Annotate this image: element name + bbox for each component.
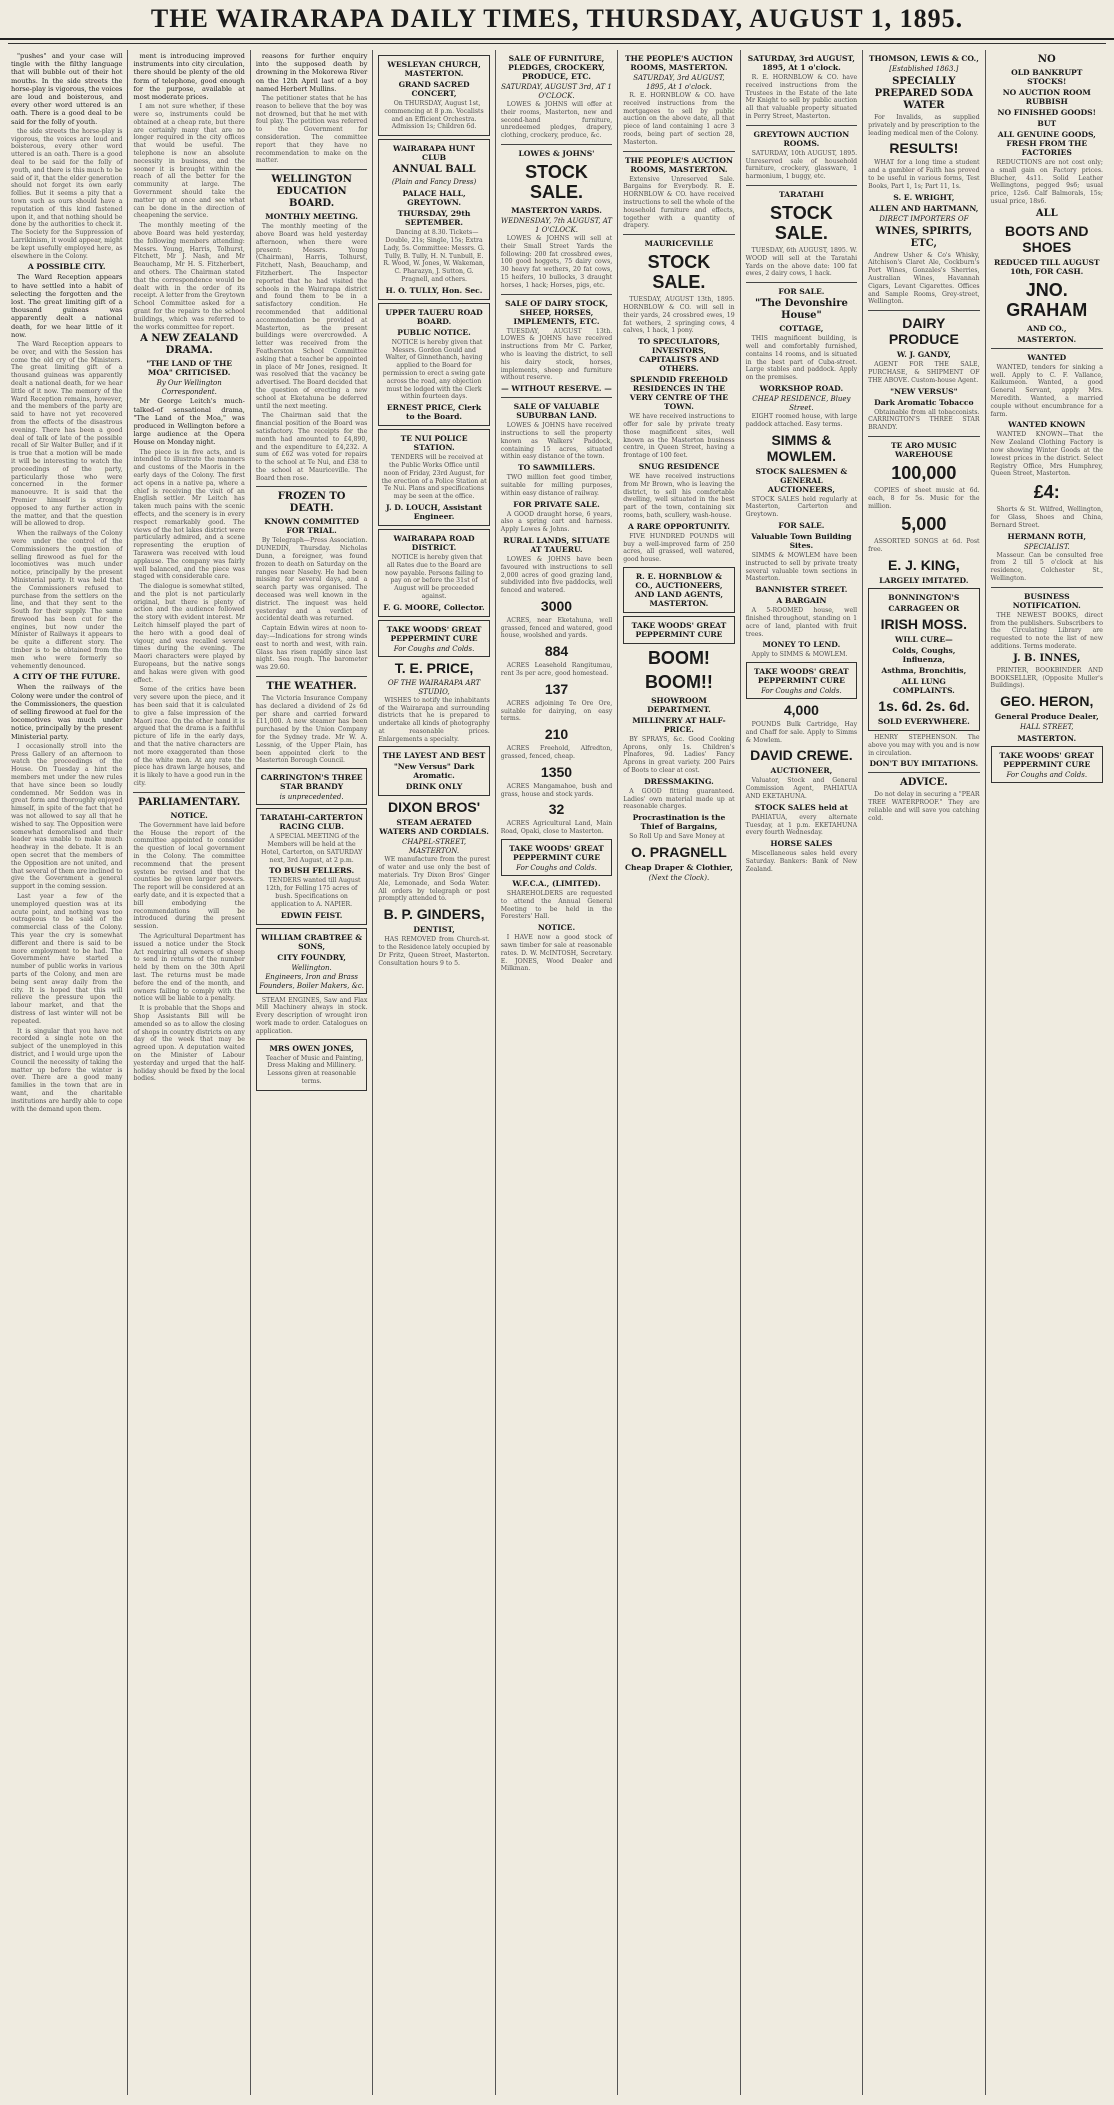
ad-subtitle: SPECIALIST.: [1023, 542, 1070, 551]
ad-subtitle: AND CO.,: [1026, 323, 1067, 333]
ad-date: WEDNESDAY, 7th AUGUST, AT 1 O'CLOCK.: [500, 216, 613, 234]
ad-subtitle: GRAND SACRED CONCERT,: [398, 80, 470, 98]
ad-title: TO SPECULATORS, INVESTORS, CAPITALISTS AND OTHERS.: [638, 337, 720, 374]
column-1: "pushes" and your case will tingle with the filthy language that will bubble out of their hot mouths. In the side streets the horse-play is vigorous, the voices are loud and boisterous, and every other word uttered is an oath. There is a good deal to be said for the folly of youth. the side streets the horse-play is vigorous, the voices are loud and boisterous, every other word uttered is an oath. There is a good deal to be said for the folly of youth, and there is this much to be said of it, that the elder generation should not forget its own early follies. But it seems a pity that a town such as ours should have a reputation of this kind fastened upon it, and that nothing should be done by the authorities to check it. The Society for the Suppression of Larrikinism, it would appear, might be kept usefully employed here, as elsewhere in the Colony. A POSSIBLE CITY. The Ward Reception appears to have settled into a habit of selecting the forgotten and the lost. The great limiting gift of a thousand guineas was apparently dealt a national death, for we hear little of it now. The Ward Reception appears to be over, and with the Session has come the old cry of the Ministers. The great limiting gift of a thousand guineas was apparently dealt a national death, for we hear little of it now. The memory of the Ward Reception remains, however, and the members of the party are said to have not yet recovered from the effects of the disastrous evening. There has been a good deal of talk of late of the possible recall of Sir Walter Buller, and if it is true that a motion will be made it will be interesting to watch the proceedings of the party, particularly those who were concerned in the former manoeuvre. It is said that the Premier himself is strongly opposed to any further action in the matter, and that the question will be allowed to drop. When the railways of the Colony were under the control of the Commissioners the question of selling firewood as fuel for the locomotives was much under notice, principally by the present Ministerial party. It was held that the Commissioners refused to purchase from the settlers on the line, and that they sent to the South for their supply. The same firewood has been cut for the engines, but now under the Minister of Railways it appears to be quite a different story. The timber is to be obtained from the men who were formerly so vehemently denounced. A CITY OF THE FUTURE. When the railways of the Colony were under the control of the Commissioners, the question of selling firewood at fuel for the locomotives was much under notice, principally by the present Ministerial party. I occasionally stroll into the Press Gallery of an afternoon to watch the proceedings of the House. On Tuesday a hint the members met under the new rules that have since been so loudly condemned. Mr Seddon was in great form and thoroughly enjoyed himself, in spite of the fact that he was not allowed to say all that he wished to say. The Opposition were somewhat demoralised and their leader was unable to make much headway in the debate. It is an open secret that the members of the Opposition are not united, and that several of them are inclined to give the Government a general support in the coming session. Last year a few of the unemployed question was at its acute point, and nothing was too outrageous to be said of the commercial class of the Colony. This year the cry is somewhat different and there is said to be more employment to be had. The Government have started a number of public works in various parts of the Colony, and men are being sent away daily from the city. It is hoped that this will relieve the pressure upon the labour market, and that the distress of last winter will not be repeated. It is singular that you have not recorded a single note on the subject of the unemployed in this district, and I would urge upon the Council the necessity of taking the matter up before the winter is over. There are a good many families in the town that are in want, and the charitable institutions are hardly able to cope with the demand upon them.: [6, 50, 128, 2095]
ad-place: PALACE HALL, GREYTOWN.: [402, 189, 466, 208]
ad-title: FOR SALE.: [778, 520, 825, 530]
ad-title: DIXON BROS': [388, 799, 481, 816]
ad-hornblow-agents: [623, 567, 734, 613]
ad-big: 137: [544, 680, 569, 697]
ad-title: WAIRARAPA ROAD DISTRICT.: [393, 533, 475, 552]
article-heading: A NEW ZEALAND DRAMA.: [140, 333, 239, 357]
ad-title: WANTED: [1027, 352, 1067, 362]
ad-title: "NEW VERSUS": [890, 386, 958, 396]
ad-masterton-racing: TARATAHI-CARTERTON RACING CLUB. A SPECIAL MEETING of the Members will be held at the Hotel, Carterton, on SATURDAY next, 3rd August, at 2 p.m. TO BUSH FELLERS. TENDERS wanted till August 12th, for Felling 175 acres of bush. Specifications on application to A. NAPIER. EDWIN FEIST.: [256, 808, 367, 924]
ad-subtitle: SHOWROOM DEPARTMENT.: [647, 695, 711, 714]
ad-date: THURSDAY, 29th SEPTEMBER.: [397, 209, 471, 228]
ad-woods-peppermint: TAKE WOODS' GREAT PEPPERMINT CURE For Coughs and Colds.: [746, 662, 857, 699]
ad-title: BONNINGTON'S: [888, 592, 960, 602]
ad-title: HERMANN ROTH,: [1007, 531, 1087, 541]
column-8: THOMSON, LEWIS & CO., [Established 1863.] SPECIALLY PREPARED SODA WATER For Invalids, as supplied privately and by prescription to the leading medical men of the Colony. RESULTS! WHAT for a long time a student and a gambler of Faith has proved to be useful in various forms, Test Books, Part 1, 1s; Part 11, 1s. S. E. WRIGHT, ALLEN AND HARTMANN, DIRECT IMPORTERS OF WINES, SPIRITS, ETC, Andrew Usher & Co's Whisky, Aitchison's Claret Ale, Cockburn's Port Wines, Gonzales's Sherries, Australian Wines, Havannah Cigars, Levant Cigarettes. Offices and Sample Rooms, Grey-street, Wellington. DAIRY PRODUCE W. J. GANDY, AGENT FOR THE SALE, PURCHASE, & SHIPMENT OF THE ABOVE. Custom-house Agent. "NEW VERSUS" Dark Aromatic Tobacco Obtainable from all tobacconists. CARRINGTON'S THREE STAR BRANDY. TE ARO MUSIC WAREHOUSE 100,000 COPIES of sheet music at 6d. each, 8 for 5s. Music for the million. 5,000 ASSORTED SONGS at 6d. Post free. E. J. KING, LARGELY IMITATED. BONNINGTON'S CARRAGEEN OR IRISH MOSS. WILL CURE— Colds, Coughs, Influenza, Asthma, Bronchitis, ALL LUNG COMPLAINTS. 1s. 6d. 2s. 6d. SOLD EVERYWHERE. HENRY STEPHENSON. The above you may with you and is now in circulation. DON'T BUY IMITATIONS. ADVICE. Do not delay in securing a "PEAR TREE WATERPROOF." They are reliable and will save you catching cold.: [863, 50, 985, 2095]
article-heading: THE WEATHER.: [266, 681, 357, 693]
ad-title: TAKE WOODS' GREAT PEPPERMINT CURE: [386, 624, 482, 643]
article-heading: WELLINGTON EDUCATION BOARD.: [271, 174, 352, 210]
ad-title: SALE OF VALUABLE SUBURBAN LAND.: [513, 402, 600, 421]
ad-subtitle: REDUCED TILL AUGUST 10th, FOR CASH.: [993, 257, 1100, 276]
article-heading: A POSSIBLE CITY.: [27, 262, 106, 272]
ad-title: DAIRY PRODUCE: [888, 315, 959, 348]
article-subheading: "THE LAND OF THE MOA" CRITICISED.: [146, 359, 233, 378]
ad-subtitle: AUCTIONEER,: [770, 766, 833, 776]
article-paragraph: "pushes" and your case will tingle with the filthy language that will bubble out of their hot mouths. In the side streets the horse-play is vigorous, the voices are loud and boisterous, and every other word uttered is an oath. There is a good deal to be said for the folly of youth.: [11, 52, 123, 126]
ad-title: LOWES & JOHNS': [518, 148, 595, 158]
ad-title: E. J. KING,: [888, 556, 960, 573]
column-7: SATURDAY, 3rd AUGUST, 1895, At 1 o'clock. R. E. HORNBLOW & CO. have received instructions from the Trustees in the Estate of the late Mr Knight to sell by public auction all that valuable property situated in Perry Street, Masterton. GREYTOWN AUCTION ROOMS. SATURDAY, 10th AUGUST, 1895. Unreserved sale of household furniture, crockery, glassware, 1 harmonium, 1 buggy, etc. TARATAHI STOCK SALE. TUESDAY, 6th AUGUST, 1895. W. WOOD will sell at the Taratahi Yards on the above date: 100 fat ewes, 2 dairy cows, 1 hack. FOR SALE. "The Devonshire House" COTTAGE, THIS magnificent building, is well and comfortably furnished, contains 14 rooms, and is situated in the best part of Cuba-street. Large stables and paddock. Apply on the premises. WORKSHOP ROAD. CHEAP RESIDENCE, Bluey Street. EIGHT roomed house, with large paddock attached. Easy terms. SIMMS & MOWLEM. STOCK SALESMEN & GENERAL AUCTIONEERS, STOCK SALES held regularly at Masterton, Carterton and Greytown. FOR SALE. Valuable Town Building Sites. SIMMS & MOWLEM have been instructed to sell by private treaty several valuable town sections in Masterton. BANNISTER STREET. A BARGAIN A 5-ROOMED house, well finished throughout, standing on 1 acre of land, planted with fruit trees. MONEY TO LEND. Apply to SIMMS & MOWLEM. TAKE WOODS' GREAT PEPPERMINT CURE For Coughs and Colds. 4,000 POUNDS Bulk Cartridge, Hay and Chaff for sale. Apply to Simms & Mowlem. DAVID CREWE. AUCTIONEER, Valuator, Stock and General Commission Agent, PAHIATUA AND EKETAHUNA. STOCK SALES held at PAHIATUA, every alternate Tuesday, at 1 p.m. EKETAHUNA every fourth Wednesday. HORSE SALES Miscellaneous sales held every Saturday. Bankers: Bank of New Zealand.: [741, 50, 863, 2095]
ad-title: SNUG RESIDENCE: [638, 461, 720, 471]
ad-woods-peppermint: [378, 620, 489, 657]
ad-title: RESULTS!: [889, 140, 959, 157]
ad-subtitle: "The Devonshire House": [754, 298, 848, 322]
newspaper-columns: [6, 50, 1108, 2095]
ad-place: MASTERTON.: [1017, 334, 1077, 344]
ad-big: BOOM!: [647, 647, 710, 668]
ad-title: SALE OF FURNITURE, PLEDGES, CROCKERY, PRODUCE, ETC.: [508, 54, 605, 81]
ad-title: BANNISTER STREET.: [755, 585, 848, 595]
ad-big: 3000: [540, 597, 573, 614]
ad-title: SPLENDID FREEHOLD RESIDENCES IN THE VERY CENTRE OF THE TOWN.: [629, 375, 729, 412]
ad-title: O. PRAGNELL: [631, 844, 727, 861]
ad-date: SATURDAY, 3rd AUGUST, 1895, At 1 o'clock.: [747, 54, 855, 72]
article-paragraph: The Ward Reception appears to have settled into a habit of selecting the forgotten and the lost. The great limiting gift of a thousand guineas was apparently dealt a national death, for we hear little of it now.: [11, 273, 123, 339]
ad-subtitle: For Coughs and Colds.: [393, 644, 475, 653]
ad-subtitle: [Established 1863.]: [889, 65, 959, 73]
ad-line: ALL GENUINE GOODS, FRESH FROM THE FACTORIES: [997, 130, 1096, 157]
ad-subtitle: CARRAGEEN OR: [888, 603, 960, 613]
ad-title: SALE OF DAIRY STOCK, SHEEP, HORSES, IMPLEMENTS, ETC.: [504, 298, 608, 326]
ad-big: £4:: [1033, 482, 1060, 503]
ad-date: SATURDAY, AUGUST 3rd, AT 1 O'CLOCK.: [501, 83, 612, 100]
ad-big: SPECIALLY PREPARED SODA WATER: [874, 76, 974, 111]
masthead: [0, 0, 1114, 40]
article-paragraph: ment is introducing improved instruments into city circulation, there should be plenty of the old form of telephone, good enough for the purpose, available at most moderate prices.: [133, 52, 245, 102]
ad-subtitle: LARGELY IMITATED.: [879, 575, 969, 585]
column-3: reasons for further enquiry into the supposed death by drowning in the Mokorewa River on the 12th April last of a boy named Herbert Mullins. The petitioner states that he has reason to believe that the boy was not drowned, but that he met with foul play. The petition was referred to the Government for consideration. The committee report that they have no recommendation to make on the matter. WELLINGTON EDUCATION BOARD. MONTHLY MEETING. The monthly meeting of the above Board was held yesterday afternoon, when there were present: Messrs. Young (Chairman), Harris, Tolhurst, Fitchett, Nash, Beauchamp, and Fitzherbert. The Inspector reported that he had visited the schools in the Wairarapa district and found them to be in a satisfactory condition. He recommended that additional accommodation be provided at Masterton, as the present buildings were overcrowded. A letter was received from the Featherston School Committee asking that a teacher be appointed in place of Mr Jones, resigned. It was resolved that the vacancy be advertised. The Board decided that the question of erecting a new school at Eketahuna be deferred until the next meeting. The Chairman said that the financial position of the Board was satisfactory. The receipts for the month had amounted to £4,890, and the expenditure to £4,232. A sum of £62 was voted for repairs to the school at Te Nui, and £38 to the school at Mauriceville. The Board then rose. FROZEN TO DEATH. KNOWN COMMITTED FOR TRIAL. By Telegraph—Press Association. DUNEDIN, Thursday. Nicholas Dunn, a foreigner, was found frozen to death on Saturday on the ranges near Naseby. He had been missing for several days, and a search party was organised. The deceased was well known in the district. The inquest was held yesterday and a verdict of accidental death was returned. Captain Edwin wires at noon to-day:—Indications for strong winds east to north and west, with rain. Glass has risen rapidly since last night. Sea rough. The barometer was 29.60. THE WEATHER. The Victoria Insurance Company has declared a dividend of 2s 6d per share and carried forward £11,000. A new steamer has been purchased by the Union Company for the Sydney trade. Mr W. A. Lessnig, of the Upper Plain, has been appointed clerk to the Masterton Borough Council. CARRINGTON'S THREE STAR BRANDY is unprecedented. TARATAHI-CARTERTON RACING CLUB. A SPECIAL MEETING of the Members will be held at the Hotel, Carterton, on SATURDAY next, 3rd August, at 2 p.m. TO BUSH FELLERS. TENDERS wanted till August 12th, for Felling 175 acres of bush. Specifications on application to A. NAPIER. EDWIN FEIST. WILLIAM CRABTREE & SONS, CITY FOUNDRY, Wellington. Engineers, Iron and Brass Founders, Boiler Makers, &c. STEAM ENGINES, Saw and Flax Mill Machinery always in stock. Every description of wrought iron work made to order. Catalogues on application. MRS OWEN JONES, Teacher of Music and Painting, Dress Making and Millinery. Lessons given at reasonable terms.: [251, 50, 373, 2095]
ad-title: TAKE WOODS' GREAT PEPPERMINT CURE: [999, 751, 1095, 770]
ad-subtitle: STEAM AERATED WATERS AND CORDIALS.: [379, 818, 489, 837]
column-6: THE PEOPLE'S AUCTION ROOMS, MASTERTON. SATURDAY, 3rd AUGUST, 1895, At 1 o'clock. R. E. HORNBLOW & CO. have received instructions from the mortgagees to sell by public auction on the above date, all that piece of land containing 1 acre 3 roods, being part of section 28, Masterton. THE PEOPLE'S AUCTION ROOMS, MASTERTON. Extensive Unreserved Sale. Bargains for Everybody. R. E. HORNBLOW & CO. have received instructions to sell the whole of the household furniture and effects, together with a quantity of drapery. MAURICEVILLE STOCK SALE. TUESDAY, AUGUST 13th, 1895. HORNBLOW & CO. will sell in their yards, 24 crossbred ewes, 19 fat wethers, 2 springing cows, 4 calves, 1 hack, 1 pony. TO SPECULATORS, INVESTORS, CAPITALISTS AND OTHERS. SPLENDID FREEHOLD RESIDENCES IN THE VERY CENTRE OF THE TOWN. WE have received instructions to offer for sale by private treaty those magnificent sites, well known as the Masterton business centre, in Queen Street, having a frontage of 100 feet. SNUG RESIDENCE WE have received instructions from Mr Brown, who is leaving the district, to sell his comfortable dwelling, well situated in the best part of the town, containing six rooms, bath, scullery, wash-house. A RARE OPPORTUNITY. FIVE HUNDRED POUNDS will buy a well-improved farm of 250 acres, all grassed, well watered, good house. R. E. HORNBLOW & CO., AUCTIONEERS, AND LAND AGENTS, MASTERTON. TAKE WOODS' GREAT PEPPERMINT CURE BOOM! BOOM!! SHOWROOM DEPARTMENT. MILLINERY AT HALF-PRICE. BY SPRAYS, &c. Good Cooking Aprons, only 1s. Children's Pinafores, 9d. Ladies' Fancy Aprons in great variety. 200 Pairs of Boots to clear at cost. DRESSMAKING. A GOOD fitting guaranteed. Ladies' own material made up at reasonable charges. Procrastination is the Thief of Bargains, So Roll Up and Save Money at O. PRAGNELL Cheap Draper & Clothier, (Next the Clock).: [618, 50, 740, 2095]
ad-price: 1s. 6d. 2s. 6d.: [878, 697, 970, 714]
ad-subtitle: W. J. GANDY,: [896, 350, 951, 360]
ad-tauru-road-board: UPPER TAUERU ROAD BOARD. PUBLIC NOTICE. NOTICE is hereby given that Messrs. Gordon Gould and Walter, of Ginnethanch, having applied to the Board for permission to erect a swing gate across the road, any objection must be lodged with the Clerk within fourteen days. ERNEST PRICE, Clerk to the Board.: [378, 303, 489, 426]
article-paragraph: When the railways of the Colony were under the control of the Commissioners, the question of selling firewood at fuel for the locomotives was much under notice, principally by the present Ministerial party.: [11, 683, 123, 741]
ad-line: NO AUCTION ROOM RUBBISH: [1002, 88, 1091, 106]
ad-cricket-assoc: CARRINGTON'S THREE STAR BRANDY is unprecedented.: [256, 768, 367, 805]
ad-title: WESLEYAN CHURCH, MASTERTON.: [387, 60, 481, 78]
ad-big: IRISH MOSS.: [880, 615, 967, 632]
column-2: ment is introducing improved instruments into city circulation, there should be plenty of the old form of telephone, good enough for the purpose, available at most moderate prices. I am not sure whether, if these were so, instruments could be obtained at a cheap rate, but there are certainly many that are no longer required in the city offices that would be useful. The telephone is now an absolute necessity in business, and the sooner it is brought within the reach of all the better for the community at large. The Government should take the matter up at once and see what can be done in the direction of cheapening the service. The monthly meeting of the above Board was held yesterday, the following members attending: Messrs. Young, Harris, Tolhurst, Fitchett, Mr J. Nash, and Mr Beauchamp, Mr H. S. Fitzherbert, and others. The Chairman stated that the correspondence would be dealt with in the order of its receipt. A letter from the Greytown School Committee asked for a grant for the repairs to the school buildings, which was referred to the works committee for report. A NEW ZEALAND DRAMA. "THE LAND OF THE MOA" CRITICISED. By Our Wellington Correspondent. Mr George Leitch's much-talked-of sensational drama, "The Land of the Moa," was produced in Wellington before a large audience at the Opera House on Monday night. The piece is in five acts, and is intended to illustrate the manners and customs of the Maoris in the early days of the Colony. The first act opens in a native pa, where a chief is receiving the visit of an English settler. Mr Leitch has taken much pains with the scenic effects, and the scenery is in every respect remarkably good. The views of the hot lakes district were particularly admired, and a scene representing the eruption of Tarawera was received with loud applause. The company was fairly well balanced, and the piece was staged with considerable care. The dialogue is somewhat stilted, and the plot is not particularly original, but there is plenty of action and the audience followed the story with evident interest. Mr Leitch himself played the part of the hero with a good deal of vigour, and was recalled several times during the evening. The Maori characters were played by Europeans, but the native songs and hakas were given with good effect. Some of the critics have been very severe upon the piece, and it has been said that it is calculated to give a false impression of the Maori race. On the other hand it is argued that the drama is a faithful picture of life in the early days, and that the native characters are not more exaggerated than those of the white men. At any rate the piece has drawn large houses, and it is likely to have a good run in the city. PARLIAMENTARY. NOTICE. The Government have laid before the House the report of the committee appointed to consider the question of local government in the Colony. The committee recommend that the present system be revised and that the counties be given larger powers. The report will be considered at an early date, and it is expected that a bill embodying the recommendations will be introduced during the present session. The Agricultural Department has issued a notice under the Stock Act requiring all owners of sheep to send in returns of the number held by them on the 30th April last. The returns must be made before the end of the month, and owners failing to comply with the notice will be liable to a penalty. It is probable that the Shops and Shop Assistants Bill will be amended so as to allow the closing of shops in country districts on any day of the week that may be agreed upon. A deputation waited on the Minister of Labour yesterday and urged that the half-holiday should be fixed by the local bodies.: [128, 50, 250, 2095]
ad-title: THE PEOPLE'S AUCTION ROOMS, MASTERTON.: [624, 54, 733, 72]
ad-title: TE ARO MUSIC WAREHOUSE: [891, 440, 957, 459]
ad-title: FOR PRIVATE SALE.: [513, 499, 600, 509]
ad-subtitle: For Coughs and Colds.: [1006, 771, 1088, 780]
ad-subtitle: Cheap Draper & Clothier,: [624, 863, 733, 873]
ad-title: J. B. INNES,: [1013, 652, 1081, 664]
ad-subtitle: PUBLIC NOTICE.: [397, 327, 471, 337]
article-heading: A CITY OF THE FUTURE.: [13, 672, 121, 682]
ad-title: TE NUI POLICE STATION.: [400, 434, 468, 453]
ad-line: ALL LUNG COMPLAINTS.: [892, 676, 955, 695]
ad-big: 32: [548, 801, 565, 818]
ad-line: Engineers, Iron and Brass Founders, Boiler Makers, &c.: [259, 972, 364, 990]
ad-subtitle: MASTERTON YARDS.: [511, 205, 602, 215]
ad-big: 5,000: [901, 514, 947, 535]
ad-title: MONEY TO LEND.: [762, 640, 841, 650]
ad-subtitle: "New Versus" Dark Aromatic.: [393, 762, 475, 781]
ad-big: BOOM!!: [644, 671, 713, 692]
ad-title: THE PEOPLE'S AUCTION ROOMS, MASTERTON.: [624, 155, 733, 174]
ad-big: STOCK SALE.: [770, 202, 833, 243]
ad-place: Wellington.: [291, 963, 332, 972]
ad-title: TARATAHI: [778, 189, 824, 199]
ad-title: Procrastination is the Thief of Bargains,: [632, 813, 726, 832]
ad-hunt-club-ball: WAIRARAPA HUNT CLUB ANNUAL BALL (Plain and Fancy Dress) PALACE HALL, GREYTOWN. THURSDAY, 29th SEPTEMBER. Dancing at 8.30. Tickets—Double, 21s; Single, 15s; Extra Lady, 5s. Committee: Messrs. G. Tully, B. Tully, H. N. Tunbull, E. R. Wood, W. Jones, W. Wakeman, C. Pharazyn, J. Sutton, G. Pragnell, and others. H. O. TULLY, Hon. Sec.: [378, 139, 489, 300]
ad-note: (Plain and Fancy Dress): [391, 178, 477, 187]
article-paragraph: Mr George Leitch's much-talked-of sensational drama, "The Land of the Moa," was produced in Wellington before a large audience at the Opera House on Monday night.: [133, 397, 245, 447]
ad-sold: SOLD EVERYWHERE.: [877, 716, 970, 726]
ad-line: BUT: [1037, 119, 1057, 128]
newspaper-title: THE WAIRARAPA DAILY TIMES, THURSDAY, AUGUST 1, 1895.: [150, 4, 964, 33]
ad-new-versus: [378, 746, 489, 796]
ad-big: BOOTS AND SHOES: [1005, 222, 1089, 255]
ad-big: STOCK SALE.: [525, 161, 588, 202]
ad-title: FOR SALE.: [778, 287, 825, 297]
article-heading: FROZEN TO DEATH.: [277, 491, 346, 515]
ad-big: 1350: [540, 763, 573, 780]
ad-big: 210: [544, 726, 569, 743]
column-4: WESLEYAN CHURCH, MASTERTON. GRAND SACRED CONCERT, On THURSDAY, August 1st, commencing at 8 p.m. Vocalists and an Efficient Orchestra. Admission 1s; Children 6d. WAIRARAPA HUNT CLUB ANNUAL BALL (Plain and Fancy Dress) PALACE HALL, GREYTOWN. THURSDAY, 29th SEPTEMBER. Dancing at 8.30. Tickets—Double, 21s; Single, 15s; Extra Lady, 5s. Committee: Messrs. G. Tully, B. Tully, H. N. Tunbull, E. R. Wood, W. Jones, W. Wakeman, C. Pharazyn, J. Sutton, G. Pragnell, and others. H. O. TULLY, Hon. Sec. UPPER TAUERU ROAD BOARD. PUBLIC NOTICE. NOTICE is hereby given that Messrs. Gordon Gould and Walter, of Ginnethanch, having applied to the Board for permission to erect a swing gate across the road, any objection must be lodged with the Clerk within fourteen days. ERNEST PRICE, Clerk to the Board. TE NUI POLICE STATION. TENDERS will be received at the Public Works Office until noon of Friday, 23rd August, for the erection of a Police Station at Te Nui. Plans and specifications may be seen at the office. J. D. LOUCH, Assistant Engineer. WAIRARAPA ROAD DISTRICT. NOTICE is hereby given that all Rates due to the Board are now payable. Persons failing to pay on or before the 31st of August will be proceeded against. F. G. MOORE, Collector. TAKE WOODS' GREAT PEPPERMINT CURE For Coughs and Colds. T. E. PRICE, OF THE WAIRARAPA ART STUDIO, WISHES to notify the inhabitants of the Wairarapa and surrounding districts that he is prepared to undertake all kinds of photography at reasonable prices. Enlargements a specialty. THE LAYEST AND BEST "New Versus" Dark Aromatic. DRINK ONLY DIXON BROS' STEAM AERATED WATERS AND CORDIALS. CHAPEL-STREET, MASTERTON. WE manufacture from the purest of water and use only the best of materials. Try Dixon Bros' Ginger Ale, Lemonade, and Soda Water. All orders by telegraph or post promptly attended to. B. P. GINDERS, DENTIST, HAS REMOVED from Church-st. to the Residence lately occupied by Dr Fritz, Queen Street, Masterton. Consultation hours 9 to 5.: [373, 50, 495, 2095]
ad-title: DAVID CREWE.: [750, 747, 853, 764]
ad-title: BUSINESS NOTIFICATION.: [1012, 591, 1081, 610]
ad-title: NOTICE.: [537, 923, 576, 933]
ad-line: NO FINISHED GOODS!: [997, 108, 1096, 117]
article-heading: PARLIAMENTARY.: [138, 796, 241, 808]
ad-mrs-owen-jones: MRS OWEN JONES, Teacher of Music and Painting, Dress Making and Millinery. Lessons given at reasonable terms.: [256, 1039, 367, 1091]
ad-wesleyan-concert: WESLEYAN CHURCH, MASTERTON. GRAND SACRED CONCERT, On THURSDAY, August 1st, commencing at 8 p.m. Vocalists and an Efficient Orchestra. Admission 1s; Children 6d.: [378, 55, 489, 136]
ad-line: Colds, Coughs, Influenza,: [892, 645, 956, 664]
ad-subtitle: DENTIST,: [413, 925, 455, 935]
ad-subtitle: Valuable Town Building Sites.: [751, 531, 852, 550]
ad-title: GEO. HERON,: [1000, 693, 1094, 710]
ad-title: JNO. GRAHAM: [1006, 279, 1088, 320]
ad-title: A RARE OPPORTUNITY.: [628, 521, 730, 531]
ad-subtitle: ANNUAL BALL: [392, 164, 476, 176]
ad-title: THOMSON, LEWIS & CO.,: [868, 54, 979, 63]
ad-subtitle: A BARGAIN: [776, 596, 827, 606]
ad-te-nui-police: TE NUI POLICE STATION. TENDERS will be received at the Public Works Office until noon of Friday, 23rd August, for the erection of a Police Station at Te Nui. Plans and specifications may be seen at the office. J. D. LOUCH, Assistant Engineer.: [378, 429, 489, 526]
ad-title: DON'T BUY IMITATIONS.: [869, 759, 979, 769]
ad-title: RURAL LANDS, SITUATE AT TAUERU.: [503, 535, 610, 554]
article-subheading: MONTHLY MEETING.: [265, 212, 358, 222]
article-byline: By Our Wellington Correspondent.: [156, 379, 222, 397]
ad-place: MASTERTON.: [1017, 734, 1077, 744]
ad-woods-peppermint: [991, 746, 1103, 783]
ad-line: OLD BANKRUPT STOCKS!: [1011, 68, 1083, 86]
ad-subtitle: General Produce Dealer,: [994, 712, 1099, 722]
ad-title: THE LAYEST AND BEST: [382, 751, 486, 761]
ad-subtitle: DIRECT IMPORTERS OF: [879, 214, 969, 223]
ad-line: Asthma, Bronchitis,: [881, 665, 967, 675]
column-5: SALE OF FURNITURE, PLEDGES, CROCKERY, PRODUCE, ETC. SATURDAY, AUGUST 3rd, AT 1 O'CLOCK. LOWES & JOHNS will offer at their rooms, Masterton, new and second-hand furniture, unredeemed pledges, drapery, clothing, crockery, produce, &c. LOWES & JOHNS' STOCK SALE. MASTERTON YARDS. WEDNESDAY, 7th AUGUST, AT 1 O'CLOCK. LOWES & JOHNS will sell at their Small Street Yards the following: 200 fat crossbred ewes, 100 good hoggets, 75 dairy cows, 30 heavy fat wethers, 20 fat cows, 15 heifers, 10 bullocks, 3 draught horses, 1 hack; Horses, pigs, etc. SALE OF DAIRY STOCK, SHEEP, HORSES, IMPLEMENTS, ETC. TUESDAY, AUGUST 13th. LOWES & JOHNS have received instructions from Mr C. Parker, who is leaving the district, to sell his dairy stock, horses, implements, sheep and furniture without reserve. — WITHOUT RESERVE. — SALE OF VALUABLE SUBURBAN LAND. LOWES & JOHNS have received instructions to sell the property known as Walkers' Paddock, containing 15 acres, situated within easy distance of the town. TO SAWMILLERS. TWO million feet good timber, suitable for milling purposes, within easy distance of railway. FOR PRIVATE SALE. A GOOD draught horse, 6 years, also a spring cart and harness. Apply Lowes & Johns. RURAL LANDS, SITUATE AT TAUERU. LOWES & JOHNS have been favoured with instructions to sell 2,000 acres of good grazing land, subdivided into five paddocks, well fenced and watered. 3000 ACRES, near Eketahuna, well grassed, fenced and watered, good house, woolshed and yards. 884 ACRES Leasehold Rangitumau, rent 3s per acre, good homestead. 137 ACRES adjoining Te Ore Ore, suitable for dairying, on easy terms. 210 ACRES Freehold, Alfredton, grassed, fenced, cheap. 1350 ACRES Mangamahoe, bush and grass, house and stock yards. 32 ACRES Agricultural Land, Main Road, Opaki, close to Masterton. TAKE WOODS' GREAT PEPPERMINT CURE For Coughs and Colds. W.F.C.A., (LIMITED). SHAREHOLDERS are requested to attend the Annual General Meeting to be held in the Foresters' Hall. NOTICE. I HAVE now a good stock of sawn timber for sale at reasonable rates. D. W. McINTOSH, Secretary. E. JONES, Wood Dealer and Milkman.: [496, 50, 618, 2095]
ad-title: WANTED KNOWN: [1008, 420, 1086, 430]
ad-big: WINES, SPIRITS, ETC,: [875, 225, 973, 249]
masthead-rule: [8, 43, 1106, 44]
ad-title: GREYTOWN AUCTION ROOMS.: [753, 129, 850, 148]
ad-tail: DRINK ONLY: [405, 782, 463, 792]
ad-title: NO: [1037, 54, 1056, 65]
article-subheading: KNOWN COMMITTED FOR TRIAL.: [264, 517, 359, 536]
ad-big: 100,000: [891, 462, 957, 483]
article-subheading: NOTICE.: [170, 810, 208, 820]
ad-title: R. E. HORNBLOW & CO., AUCTIONEERS, AND LAND AGENTS, MASTERTON.: [634, 571, 723, 608]
ad-irish-moss: [868, 588, 979, 731]
article-paragraph: reasons for further enquiry into the supposed death by drowning in the Mokorewa River on the 12th April last of a boy named Herbert Mullins.: [255, 52, 368, 93]
ad-woods-peppermint: [623, 616, 734, 644]
ad-title: WORKSHOP ROAD.: [759, 383, 844, 393]
ad-subtitle: CITY FOUNDRY,: [277, 952, 346, 962]
ad-title: UPPER TAUERU ROAD BOARD.: [385, 307, 483, 326]
ad-big: 884: [544, 643, 569, 660]
ad-title: W.F.C.A., (LIMITED).: [512, 879, 601, 889]
ad-title: MAURICEVILLE: [644, 239, 714, 249]
ad-title: ADVICE.: [899, 777, 948, 789]
ad-title: B. P. GINDERS,: [383, 906, 485, 923]
ad-title: ALL: [1035, 207, 1058, 219]
ad-title: STOCK SALES held at: [754, 802, 849, 812]
ad-title: SIMMS & MOWLEM.: [766, 431, 836, 464]
ad-title: ALLEN AND HARTMANN,: [869, 203, 979, 213]
ad-subtitle: Dark Aromatic Tobacco: [874, 397, 974, 407]
ad-crabtree: [256, 928, 367, 994]
ad-title: WAIRARAPA HUNT CLUB: [393, 144, 476, 163]
ad-subtitle: COTTAGE,: [779, 324, 824, 334]
ad-subtitle: MILLINERY AT HALF-PRICE.: [632, 715, 726, 734]
ad-title: TO SAWMILLERS.: [517, 463, 595, 473]
ad-big: 4,000: [783, 702, 819, 719]
ad-title: HORSE SALES: [770, 839, 833, 849]
ad-road-district: WAIRARAPA ROAD DISTRICT. NOTICE is hereby given that all Rates due to the Board are now payable. Persons failing to pay on or before the 31st of August will be proceeded against. F. G. MOORE, Collector.: [378, 529, 489, 617]
ad-title: DRESSMAKING.: [644, 776, 714, 786]
ad-big: STOCK SALE.: [647, 252, 711, 293]
ad-subtitle: CHEAP RESIDENCE, Bluey Street.: [752, 394, 851, 412]
ad-date: SATURDAY, 3rd AUGUST, 1895, At 1 o'clock.: [633, 74, 725, 91]
ad-line: WILL CURE—: [894, 634, 953, 644]
ad-title: TAKE WOODS' GREAT PEPPERMINT CURE: [631, 620, 727, 639]
ad-subtitle: STOCK SALESMEN & GENERAL AUCTIONEERS,: [755, 466, 848, 494]
column-9: NO OLD BANKRUPT STOCKS! NO AUCTION ROOM RUBBISH NO FINISHED GOODS! BUT ALL GENUINE GOODS, FRESH FROM THE FACTORIES REDUCTIONS are not cost only; a small gain on Factory prices. Blucher, 4s11. Solid Leather Wellingtons, pegged 9s6; usual price, 12s6. Calf Balmorals, 15s; usual price, 18s6. ALL BOOTS AND SHOES REDUCED TILL AUGUST 10th, FOR CASH. JNO. GRAHAM AND CO., MASTERTON. WANTED WANTED, tenders for sinking a well. Apply to C. F. Vallance, Kaikumeon. Wanted, a good General Servant, apply Mrs. Meredith. Wanted, a married couple without encumbrance for a farm. WANTED KNOWN WANTED KNOWN—That the New Zealand Clothing Factory is now showing Winter Goods at the lowest prices in the district. Select Registry Office, Mrs Humphrey, Queen Street, Masterton. £4: Shorts & St. Wilfred, Wellington, for Glass, Shoes and China, Bernard Street. HERMANN ROTH, SPECIALIST. Masseur. Can be consulted free from 2 till 5 o'clock at his residence, Colchester St., Wellington. BUSINESS NOTIFICATION. THE NEWEST BOOKS, direct from the publishers. Subscribers to the Circulating Library are requested to note the list of new additions. Terms moderate. J. B. INNES, PRINTER, BOOKBINDER AND BOOKSELLER, (Opposite Muller's Buildings). GEO. HERON, General Produce Dealer, HALL STREET, MASTERTON. TAKE WOODS' GREAT PEPPERMINT CURE For Coughs and Colds.: [986, 50, 1108, 2095]
ad-woods-peppermint: TAKE WOODS' GREAT PEPPERMINT CURE For Coughs and Colds.: [501, 839, 612, 876]
ad-place: CHAPEL-STREET, MASTERTON.: [401, 838, 467, 856]
ad-title: WILLIAM CRABTREE & SONS,: [261, 932, 363, 951]
